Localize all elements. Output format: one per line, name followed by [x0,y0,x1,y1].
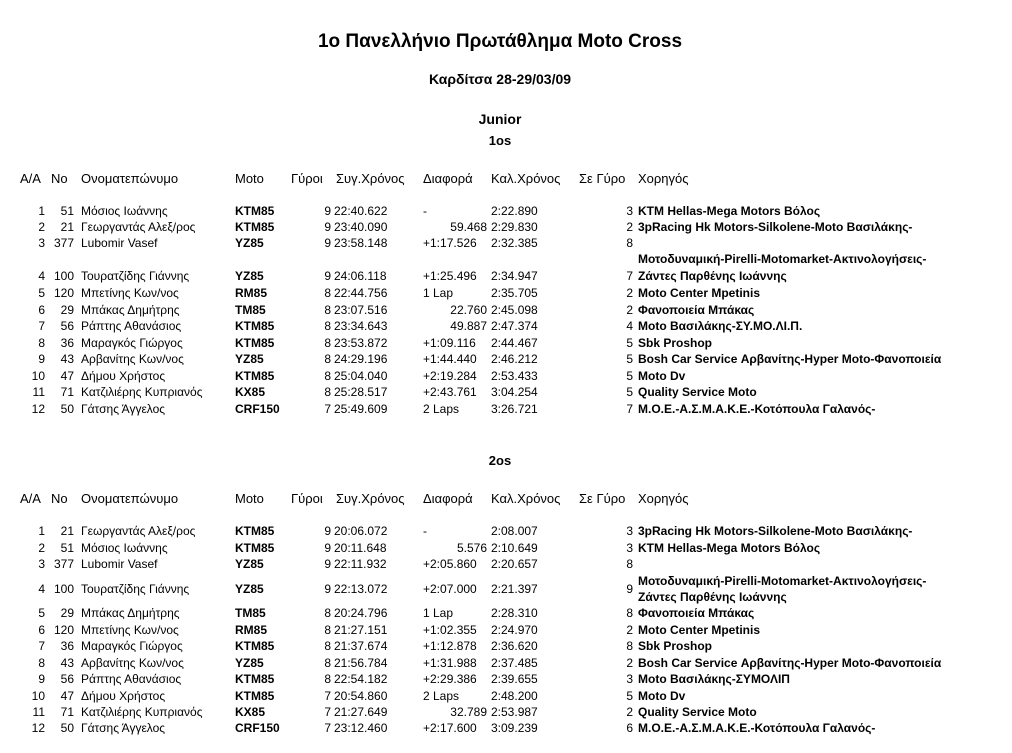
best-time-cell: 2:45.098 [491,303,538,317]
laps-cell: 9 [324,220,331,234]
best-time-cell: 3:04.254 [491,385,538,399]
table-row [0,689,1012,705]
column-header-total-time: Συγ.Χρόνος [336,491,405,506]
column-header-best-time: Καλ.Χρόνος [491,171,561,186]
rider-name-cell: Ράπτης Αθανάσιος [81,319,182,333]
diff-cell: 2 Laps [423,689,460,703]
position-cell: 12 [31,721,45,735]
rider-name-cell: Γεωργαντάς Αλεξ/ρος [81,220,196,234]
sponsor-cell-line2: Ζάντες Παρθένης Ιωάννης [638,590,787,604]
laps-cell: 8 [324,352,331,366]
diff-cell: 2 Laps [423,402,460,416]
rider-name-cell: Κατζιλιέρης Κυπριανός [81,705,203,719]
moto-cell: KTM85 [235,336,275,350]
best-time-cell: 2:08.007 [491,524,538,538]
total-time-cell: 25:49.609 [334,402,388,416]
column-header-laps: Γύροι [291,491,323,506]
on-lap-cell: 8 [626,606,633,620]
rider-number-cell: 377 [53,557,74,571]
position-cell: 6 [38,623,45,637]
total-time-cell: 21:27.649 [334,705,388,719]
total-time-cell: 23:53.872 [334,336,388,350]
table-row [0,286,1012,302]
column-header-moto: Moto [235,171,264,186]
rider-number-cell: 29 [60,606,74,620]
laps-cell: 8 [324,303,331,317]
moto-cell: KTM85 [235,369,275,383]
sponsor-cell: KTM Hellas-Mega Motors Βόλος [638,204,821,218]
diff-cell: +2:19.284 [423,369,477,383]
best-time-cell: 2:44.467 [491,336,538,350]
diff-cell: +1:09.116 [423,336,476,350]
rider-number-cell: 50 [60,402,74,416]
diff-cell: 59.468 [450,220,487,234]
rider-number-cell: 51 [60,541,74,555]
total-time-cell: 25:28.517 [334,385,388,399]
diff-cell: +1:31.988 [423,656,477,670]
rider-number-cell: 21 [60,524,74,538]
laps-cell: 8 [324,623,331,637]
rider-number-cell: 51 [60,204,74,218]
rider-name-cell: Lubomir Vasef [81,236,158,250]
position-cell: 12 [31,402,45,416]
total-time-cell: 23:40.090 [334,220,388,234]
on-lap-cell: 2 [626,705,633,719]
sponsor-cell: Moto Center Mpetinis [638,623,760,637]
rider-number-cell: 36 [60,639,74,653]
column-header-best-time: Καλ.Χρόνος [491,491,561,506]
diff-cell: +1:02.355 [423,623,477,637]
on-lap-cell: 3 [626,204,633,218]
moto-cell: KTM85 [235,689,275,703]
best-time-cell: 2:36.620 [491,639,538,653]
table-row [0,672,1012,688]
rider-number-cell: 50 [60,721,74,735]
sponsor-cell: Μ.Ο.Ε.-Α.Σ.Μ.Α.Κ.Ε.-Κοτόπουλα Γαλανός- [638,721,876,735]
column-header-no: Νο [51,171,68,186]
diff-cell: +1:12.878 [423,639,477,653]
sponsor-cell-line2: Μοτοδυναμική-Pirelli-Motomarket-Ακτινολογήσεις- [638,252,927,266]
column-header-aa: Α/Α [20,171,41,186]
total-time-cell: 22:11.932 [334,557,387,571]
laps-cell: 9 [324,557,331,571]
column-header-on-lap: Σε Γύρο [579,491,626,506]
laps-cell: 9 [324,524,331,538]
total-time-cell: 22:40.622 [334,204,388,218]
on-lap-cell: 8 [626,557,633,571]
document-title: 1ο Πανελλήνιο Πρωτάθλημα Moto Cross [317,31,683,52]
laps-cell: 9 [324,582,331,596]
laps-cell: 8 [324,656,331,670]
table-row [0,303,1012,319]
diff-cell: +2:05.860 [423,557,477,571]
moto-cell: TM85 [235,606,266,620]
column-header-diff: Διαφορά [423,171,473,186]
position-cell: 3 [38,557,45,571]
rider-name-cell: Αρβανίτης Κων/νος [81,352,184,366]
best-time-cell: 2:32.385 [491,236,538,250]
position-cell: 6 [38,303,45,317]
moto-cell: TM85 [235,303,266,317]
table-row [0,385,1012,401]
rider-name-cell: Δήμου Χρήστος [81,369,166,383]
best-time-cell: 2:29.830 [491,220,538,234]
rider-name-cell: Μόσιος Ιωάννης [81,541,168,555]
laps-cell: 8 [324,286,331,300]
on-lap-cell: 3 [626,541,633,555]
sponsor-cell: Moto Center Mpetinis [638,286,760,300]
moto-cell: YZ85 [235,582,264,596]
rider-name-cell: Αρβανίτης Κων/νος [81,656,184,670]
position-cell: 9 [38,352,45,366]
diff-cell: +1:25.496 [423,269,477,283]
sponsor-cell: Quality Service Moto [638,705,757,719]
diff-cell: +2:29.386 [423,672,477,686]
table-row [0,336,1012,352]
rider-number-cell: 21 [60,220,74,234]
sponsor-cell: Moto Βασιλάκης-ΣΥ.ΜΟ.ΛΙ.Π. [638,319,803,333]
position-cell: 1 [38,204,45,218]
on-lap-cell: 5 [626,336,633,350]
position-cell: 7 [38,319,45,333]
rider-number-cell: 120 [53,623,74,637]
position-cell: 3 [38,236,45,250]
position-cell: 10 [31,369,45,383]
table-row [0,204,1012,220]
rider-number-cell: 71 [60,385,74,399]
column-header-diff: Διαφορά [423,491,473,506]
table-row [0,352,1012,368]
moto-cell: YZ85 [235,656,264,670]
sponsor-cell: 3pRacing Hk Motors-Silkolene-Moto Βασιλάκης- [638,524,913,538]
position-cell: 11 [32,385,45,399]
moto-cell: KTM85 [235,204,275,218]
diff-cell: 32.789 [450,705,487,719]
laps-cell: 9 [324,204,331,218]
table-row [0,574,1012,604]
moto-cell: KTM85 [235,524,275,538]
moto-cell: KTM85 [235,672,275,686]
rider-number-cell: 36 [60,336,74,350]
total-time-cell: 20:06.072 [334,524,388,538]
on-lap-cell: 8 [626,236,633,250]
rider-name-cell: Lubomir Vasef [81,557,158,571]
best-time-cell: 2:53.433 [491,369,538,383]
position-cell: 2 [38,541,45,555]
moto-cell: KX85 [235,385,266,399]
race-label: 1os [488,133,512,148]
laps-cell: 8 [324,606,331,620]
event-subtitle: Καρδίτσα 28-29/03/09 [428,71,572,87]
rider-name-cell: Μαραγκός Γιώργος [81,336,183,350]
total-time-cell: 23:12.460 [334,721,388,735]
on-lap-cell: 2 [626,303,633,317]
sponsor-cell: Moto Βασιλάκης-ΣΥΜΟΛΙΠ [638,672,790,686]
sponsor-cell: Moto Dv [638,689,686,703]
sponsor-cell: Quality Service Moto [638,385,757,399]
on-lap-cell: 3 [626,524,633,538]
diff-cell: 1 Lap [423,286,454,300]
rider-number-cell: 100 [53,269,74,283]
laps-cell: 9 [324,541,331,555]
best-time-cell: 2:24.970 [491,623,538,637]
on-lap-cell: 5 [626,689,633,703]
rider-name-cell: Μόσιος Ιωάννης [81,204,168,218]
rider-number-cell: 43 [60,352,74,366]
diff-cell: - [423,524,427,538]
rider-number-cell: 47 [60,689,74,703]
moto-cell: RM85 [235,623,268,637]
sponsor-cell: Μ.Ο.Ε.-Α.Σ.Μ.Α.Κ.Ε.-Κοτόπουλα Γαλανός- [638,402,876,416]
diff-cell: +2:17.600 [423,721,477,735]
table-row [0,524,1012,540]
diff-cell: 1 Lap [423,606,454,620]
position-cell: 7 [38,639,45,653]
rider-number-cell: 47 [60,369,74,383]
on-lap-cell: 2 [626,656,633,670]
sponsor-cell: Ζάντες Παρθένης Ιωάννης [638,269,787,283]
column-header-name: Ονοματεπώνυμο [81,491,179,506]
sponsor-cell: 3pRacing Hk Motors-Silkolene-Moto Βασιλάκης- [638,220,913,234]
on-lap-cell: 9 [626,582,633,596]
diff-cell: +2:43.761 [423,385,477,399]
rider-name-cell: Τουρατζίδης Γιάννης [81,269,190,283]
position-cell: 5 [38,606,45,620]
rider-name-cell: Μαραγκός Γιώργος [81,639,183,653]
table-row [0,541,1012,557]
laps-cell: 8 [324,319,331,333]
total-time-cell: 22:44.756 [334,286,388,300]
total-time-cell: 23:07.516 [334,303,388,317]
moto-cell: KTM85 [235,220,275,234]
laps-cell: 8 [324,369,331,383]
best-time-cell: 2:46.212 [491,352,538,366]
position-cell: 2 [38,220,45,234]
rider-name-cell: Γάτσης Άγγελος [81,721,166,735]
total-time-cell: 21:56.784 [334,656,388,670]
rider-number-cell: 71 [60,705,74,719]
total-time-cell: 25:04.040 [334,369,388,383]
race-label: 2os [488,453,512,468]
laps-cell: 8 [324,672,331,686]
on-lap-cell: 7 [626,269,633,283]
position-cell: 8 [38,336,45,350]
rider-name-cell: Γάτσης Άγγελος [81,402,166,416]
sponsor-cell: Sbk Proshop [638,639,713,653]
table-row [0,319,1012,335]
on-lap-cell: 2 [626,220,633,234]
moto-cell: CRF150 [235,721,280,735]
rider-number-cell: 377 [53,236,74,250]
rider-name-cell: Δήμου Χρήστος [81,689,166,703]
laps-cell: 9 [324,269,331,283]
total-time-cell: 21:27.151 [334,623,388,637]
laps-cell: 7 [324,721,331,735]
total-time-cell: 20:11.648 [334,541,387,555]
laps-cell: 8 [324,336,331,350]
moto-cell: KTM85 [235,319,275,333]
on-lap-cell: 8 [626,639,633,653]
rider-name-cell: Μπετίνης Κων/νος [81,286,179,300]
best-time-cell: 2:34.947 [491,269,538,283]
on-lap-cell: 3 [626,672,633,686]
rider-name-cell: Ράπτης Αθανάσιος [81,672,182,686]
diff-cell: 5.576 [456,541,487,555]
column-header-aa: Α/Α [20,491,41,506]
best-time-cell: 2:20.657 [491,557,538,571]
column-header-name: Ονοματεπώνυμο [81,171,179,186]
best-time-cell: 2:48.200 [491,689,538,703]
sponsor-cell: Φανοποιεία Μπάκας [638,303,755,317]
rider-number-cell: 56 [60,319,74,333]
total-time-cell: 20:54.860 [334,689,388,703]
best-time-cell: 2:39.655 [491,672,538,686]
table-row [0,639,1012,655]
total-time-cell: 22:13.072 [334,582,388,596]
position-cell: 4 [38,582,45,596]
moto-cell: KTM85 [235,639,275,653]
table-row [0,623,1012,639]
table-row [0,236,1012,266]
rider-number-cell: 56 [60,672,74,686]
rider-name-cell: Μπετίνης Κων/νος [81,623,179,637]
on-lap-cell: 2 [626,623,633,637]
diff-cell: +1:17.526 [423,236,477,250]
table-row [0,721,1012,737]
moto-cell: YZ85 [235,269,264,283]
on-lap-cell: 5 [626,352,633,366]
on-lap-cell: 5 [626,385,633,399]
rider-name-cell: Κατζιλιέρης Κυπριανός [81,385,203,399]
laps-cell: 7 [324,402,331,416]
rider-number-cell: 100 [53,582,74,596]
sponsor-cell: Moto Dv [638,369,686,383]
laps-cell: 8 [324,385,331,399]
column-header-no: Νο [51,491,68,506]
best-time-cell: 2:28.310 [491,606,538,620]
on-lap-cell: 2 [626,286,633,300]
diff-cell: +2:07.000 [423,582,477,596]
diff-cell: - [423,204,427,218]
best-time-cell: 2:22.890 [491,204,538,218]
table-row [0,220,1012,236]
on-lap-cell: 4 [626,319,633,333]
moto-cell: YZ85 [235,557,264,571]
table-row [0,369,1012,385]
position-cell: 4 [38,269,45,283]
on-lap-cell: 5 [626,369,633,383]
rider-name-cell: Γεωργαντάς Αλεξ/ρος [81,524,196,538]
diff-cell: +1:44.440 [423,352,477,366]
rider-name-cell: Μπάκας Δημήτρης [81,606,180,620]
best-time-cell: 2:35.705 [491,286,538,300]
position-cell: 5 [38,286,45,300]
sponsor-cell: KTM Hellas-Mega Motors Βόλος [638,541,821,555]
total-time-cell: 24:06.118 [334,269,387,283]
moto-cell: YZ85 [235,352,264,366]
on-lap-cell: 6 [626,721,633,735]
sponsor-cell: Bosh Car Service Αρβανίτης-Hyper Moto-Φανοποιεία [638,656,942,670]
diff-cell: 49.887 [450,319,487,333]
table-row [0,557,1012,573]
total-time-cell: 24:29.196 [334,352,388,366]
best-time-cell: 3:09.239 [491,721,538,735]
laps-cell: 7 [324,689,331,703]
total-time-cell: 21:37.674 [334,639,388,653]
table-row [0,606,1012,622]
column-header-laps: Γύροι [291,171,323,186]
column-header-moto: Moto [235,491,264,506]
diff-cell: 22.760 [450,303,487,317]
column-header-total-time: Συγ.Χρόνος [336,171,405,186]
laps-cell: 7 [324,705,331,719]
position-cell: 8 [38,656,45,670]
column-header-on-lap: Σε Γύρο [579,171,626,186]
table-row [0,269,1012,285]
rider-number-cell: 29 [60,303,74,317]
rider-name-cell: Μπάκας Δημήτρης [81,303,180,317]
column-header-sponsor: Χορηγός [638,171,689,186]
laps-cell: 8 [324,639,331,653]
best-time-cell: 2:53.987 [491,705,538,719]
rider-number-cell: 43 [60,656,74,670]
moto-cell: YZ85 [235,236,264,250]
moto-cell: KTM85 [235,541,275,555]
category-label: Junior [478,111,522,127]
total-time-cell: 23:58.148 [334,236,388,250]
moto-cell: CRF150 [235,402,280,416]
table-row [0,705,1012,721]
moto-cell: RM85 [235,286,268,300]
position-cell: 1 [38,524,45,538]
sponsor-cell: Bosh Car Service Αρβανίτης-Hyper Moto-Φανοποιεία [638,352,942,366]
on-lap-cell: 7 [626,402,633,416]
table-row [0,656,1012,672]
sponsor-cell: Φανοποιεία Μπάκας [638,606,755,620]
position-cell: 9 [38,672,45,686]
position-cell: 11 [32,705,45,719]
table-row [0,402,1012,418]
total-time-cell: 20:24.796 [334,606,388,620]
total-time-cell: 22:54.182 [334,672,388,686]
best-time-cell: 2:10.649 [491,541,538,555]
total-time-cell: 23:34.643 [334,319,388,333]
best-time-cell: 3:26.721 [491,402,538,416]
rider-name-cell: Τουρατζίδης Γιάννης [81,582,190,596]
rider-number-cell: 120 [53,286,74,300]
best-time-cell: 2:47.374 [491,319,538,333]
column-header-sponsor: Χορηγός [638,491,689,506]
moto-cell: KX85 [235,705,266,719]
laps-cell: 9 [324,236,331,250]
best-time-cell: 2:21.397 [491,582,538,596]
sponsor-cell: Μοτοδυναμική-Pirelli-Motomarket-Ακτινολογήσεις- [638,574,927,588]
sponsor-cell: Sbk Proshop [638,336,713,350]
position-cell: 10 [31,689,45,703]
best-time-cell: 2:37.485 [491,656,538,670]
